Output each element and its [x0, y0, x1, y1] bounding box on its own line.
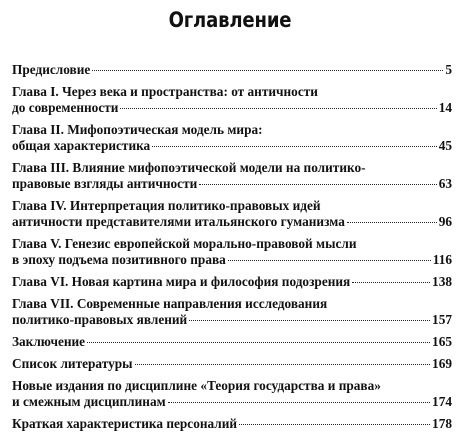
toc-entry-chapter-7	[12, 296, 452, 328]
toc-entry-title-continued: правовые взгляды античности	[12, 176, 198, 191]
dot-leader	[189, 320, 430, 321]
toc-page-number: 14	[438, 100, 452, 115]
toc-entry-personalia	[12, 416, 452, 432]
dot-leader	[239, 424, 430, 425]
toc-entry-title-continued: античности представителями итальянского гуманизма	[12, 214, 345, 229]
toc-entry-new-editions	[12, 378, 452, 410]
toc-entry-chapter-4	[12, 198, 452, 230]
toc-entry-title: Новые издания по дисциплине «Теория государства и права»	[12, 378, 381, 393]
dot-leader	[152, 146, 436, 147]
toc-entry-title: Список литературы	[12, 356, 133, 371]
toc-entry-title-continued: и смежным дисциплинам	[12, 394, 166, 409]
toc-entry-title: Заключение	[12, 334, 86, 349]
toc-page-number: 138	[432, 274, 452, 289]
toc-page-number: 63	[438, 176, 452, 191]
toc-page-number: 5	[445, 62, 452, 77]
toc-entry-chapter-5	[12, 236, 452, 268]
toc-entry-title: Глава II. Мифопоэтическая модель мира:	[12, 122, 263, 137]
dot-leader	[92, 70, 443, 71]
dot-leader	[120, 108, 436, 109]
toc-page-number: 178	[432, 416, 452, 431]
dot-leader	[228, 260, 431, 261]
toc-entry-chapter-3	[12, 160, 452, 192]
dot-leader	[352, 282, 430, 283]
toc-entry-title-continued: общая характеристика	[12, 138, 151, 153]
dot-leader	[199, 184, 436, 185]
dot-leader	[168, 402, 430, 403]
dot-leader	[347, 222, 437, 223]
dot-leader	[135, 364, 431, 365]
toc-page-number: 169	[432, 356, 452, 371]
toc-page-number: 96	[438, 214, 452, 229]
toc-entry-title-continued: в эпоху подъема позитивного права	[12, 252, 226, 267]
toc-entry-title: Глава V. Генезис европейской морально-правовой мысли	[12, 236, 357, 251]
toc-entry-conclusion	[12, 334, 452, 350]
toc-page-number: 174	[432, 394, 452, 409]
toc-entry-title-continued: политико-правовых явлений	[12, 312, 188, 327]
dot-leader	[87, 342, 430, 343]
toc-heading: Оглавление	[168, 8, 292, 32]
toc-page-number: 116	[432, 252, 452, 267]
toc-entry-title: Глава VII. Современные направления исследования	[12, 296, 328, 311]
toc-entry-chapter-2	[12, 122, 452, 154]
toc-entry-chapter-1	[12, 84, 452, 116]
toc-entry-title: Глава VI. Новая картина мира и философия подозрения	[12, 274, 351, 289]
toc-entry-title: Предисловие	[12, 62, 91, 77]
table-of-contents	[12, 62, 452, 438]
toc-page-number: 45	[438, 138, 452, 153]
toc-entry-title-continued: до современности	[12, 100, 119, 115]
toc-page-number: 165	[432, 334, 452, 349]
toc-entry-preface	[12, 62, 452, 78]
toc-page-number: 157	[432, 312, 452, 327]
toc-entry-title: Глава I. Через века и пространства: от античности	[12, 84, 318, 99]
toc-entry-title: Краткая характеристика персоналий	[12, 416, 238, 431]
toc-entry-title: Глава III. Влияние мифопоэтической модели на политико-	[12, 160, 366, 175]
toc-entry-bibliography	[12, 356, 452, 372]
toc-entry-title: Глава IV. Интерпретация политико-правовых идей	[12, 198, 321, 213]
toc-entry-chapter-6	[12, 274, 452, 290]
